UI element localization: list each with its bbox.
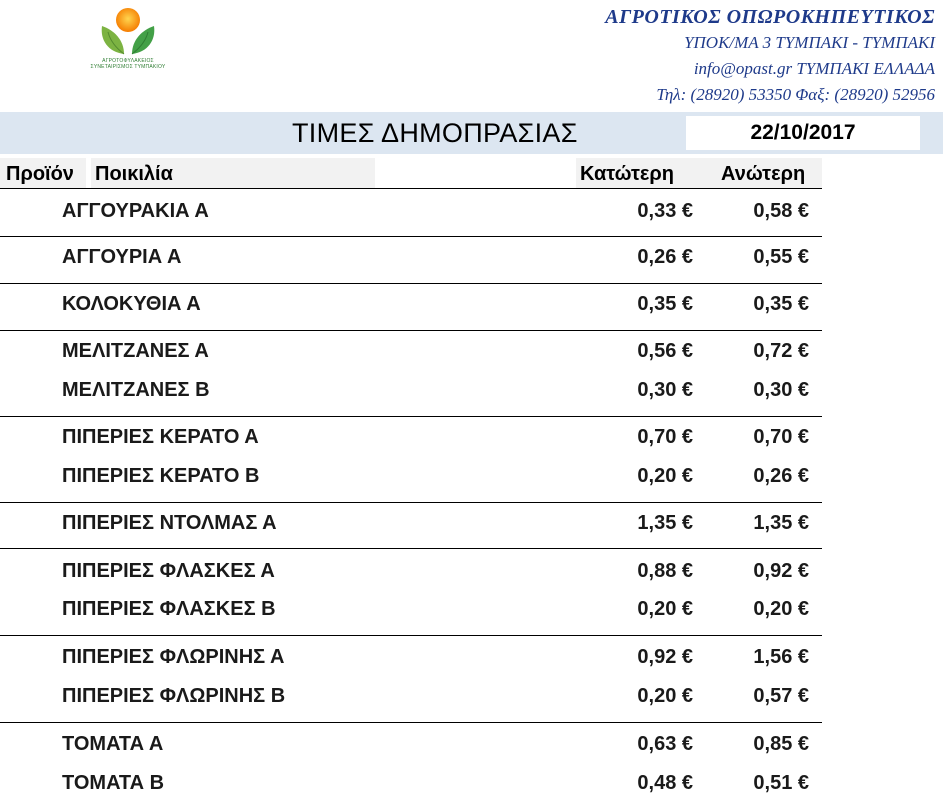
group-divider xyxy=(0,502,822,503)
low-price: 0,63 € xyxy=(637,733,693,755)
high-price: 0,57 € xyxy=(753,685,809,707)
group-divider xyxy=(0,330,822,331)
product-name: ΠΙΠΕΡΙΕΣ ΝΤΟΛΜΑΣ Α xyxy=(62,512,277,534)
table-row xyxy=(0,504,943,542)
product-name: ΜΕΛΙΤΖΑΝΕΣ Α xyxy=(62,340,209,362)
low-price: 0,92 € xyxy=(637,646,693,668)
low-price: 0,30 € xyxy=(637,379,693,401)
table-row xyxy=(0,192,943,230)
table-row xyxy=(0,725,943,763)
high-price: 0,51 € xyxy=(753,772,809,794)
column-header-product: Προϊόν xyxy=(6,163,74,185)
product-name: ΠΙΠΕΡΙΕΣ ΚΕΡΑΤΟ Β xyxy=(62,465,260,487)
table-row xyxy=(0,590,943,628)
low-price: 0,20 € xyxy=(637,685,693,707)
table-row xyxy=(0,418,943,456)
product-name: ΜΕΛΙΤΖΑΝΕΣ Β xyxy=(62,379,210,401)
high-price: 0,58 € xyxy=(753,200,809,222)
table-row xyxy=(0,332,943,370)
high-price: 0,26 € xyxy=(753,465,809,487)
product-name: ΠΙΠΕΡΙΕΣ ΦΛΑΣΚΕΣ Α xyxy=(62,560,275,582)
table-row xyxy=(0,238,943,276)
group-divider xyxy=(0,416,822,417)
table-row xyxy=(0,638,943,676)
column-header-low: Κατώτερη xyxy=(580,163,674,185)
group-divider xyxy=(0,635,822,636)
auction-date: 22/10/2017 xyxy=(686,116,920,150)
table-row xyxy=(0,552,943,590)
low-price: 0,88 € xyxy=(637,560,693,582)
high-price: 0,70 € xyxy=(753,426,809,448)
product-name: ΚΟΛΟΚΥΘΙΑ Α xyxy=(62,293,201,315)
company-name: ΑΓΡΟΤΙΚΟΣ ΟΠΩΡΟΚΗΠΕΥΤΙΚΟΣ xyxy=(605,6,935,28)
low-price: 1,35 € xyxy=(637,512,693,534)
product-name: ΠΙΠΕΡΙΕΣ ΦΛΑΣΚΕΣ Β xyxy=(62,598,276,620)
table-row xyxy=(0,457,943,495)
column-header-high: Ανώτερη xyxy=(721,163,806,185)
group-divider xyxy=(0,236,822,237)
table-row xyxy=(0,285,943,323)
table-row xyxy=(0,764,943,802)
company-phone: Τηλ: (28920) 53350 Φαξ: (28920) 52956 xyxy=(656,85,935,104)
product-name: ΤΟΜΑΤΑ Β xyxy=(62,772,165,794)
low-price: 0,33 € xyxy=(637,200,693,222)
group-divider xyxy=(0,722,822,723)
header-divider xyxy=(0,188,822,189)
high-price: 0,20 € xyxy=(753,598,809,620)
high-price: 0,92 € xyxy=(753,560,809,582)
logo-caption xyxy=(82,58,174,70)
high-price: 1,35 € xyxy=(753,512,809,534)
high-price: 0,55 € xyxy=(753,246,809,268)
product-name: ΑΓΓΟΥΡΙΑ Α xyxy=(62,246,182,268)
low-price: 0,20 € xyxy=(637,598,693,620)
left-leaf-icon xyxy=(102,26,124,54)
low-price: 0,48 € xyxy=(637,772,693,794)
table-row xyxy=(0,677,943,715)
low-price: 0,20 € xyxy=(637,465,693,487)
product-name: ΠΙΠΕΡΙΕΣ ΚΕΡΑΤΟ Α xyxy=(62,426,259,448)
group-divider xyxy=(0,548,822,549)
high-price: 0,72 € xyxy=(753,340,809,362)
low-price: 0,56 € xyxy=(637,340,693,362)
company-branch: ΥΠΟΚ/ΜΑ 3 ΤΥΜΠΑΚΙ - ΤΥΜΠΑΚΙ xyxy=(684,33,935,52)
column-header-variety: Ποικιλία xyxy=(95,163,173,185)
low-price: 0,70 € xyxy=(637,426,693,448)
right-leaf-icon xyxy=(132,26,154,54)
logo-caption-line2: ΣΥΝΕΤΑΙΡΙΣΜΟΣ ΤΥΜΠΑΚΙΟΥ xyxy=(90,64,166,70)
low-price: 0,35 € xyxy=(637,293,693,315)
company-email: info@opast.gr ΤΥΜΠΑΚΙ ΕΛΛΑΔΑ xyxy=(693,59,935,78)
table-row xyxy=(0,371,943,409)
high-price: 1,56 € xyxy=(753,646,809,668)
logo-caption-line1: ΑΓΡΟΤΟΦΥΛΑΚΕΙΟΣ xyxy=(102,58,154,64)
product-name: ΠΙΠΕΡΙΕΣ ΦΛΩΡΙΝΗΣ Α xyxy=(62,646,285,668)
high-price: 0,30 € xyxy=(753,379,809,401)
low-price: 0,26 € xyxy=(637,246,693,268)
group-divider xyxy=(0,283,822,284)
sun-icon xyxy=(116,8,140,32)
product-name: ΤΟΜΑΤΑ Α xyxy=(62,733,164,755)
company-info xyxy=(605,4,935,108)
page-title: ΤΙΜΕΣ ΔΗΜΟΠΡΑΣΙΑΣ xyxy=(292,118,578,148)
product-name: ΠΙΠΕΡΙΕΣ ΦΛΩΡΙΝΗΣ Β xyxy=(62,685,286,707)
high-price: 0,85 € xyxy=(753,733,809,755)
high-price: 0,35 € xyxy=(753,293,809,315)
product-name: ΑΓΓΟΥΡΑΚΙΑ Α xyxy=(62,200,209,222)
